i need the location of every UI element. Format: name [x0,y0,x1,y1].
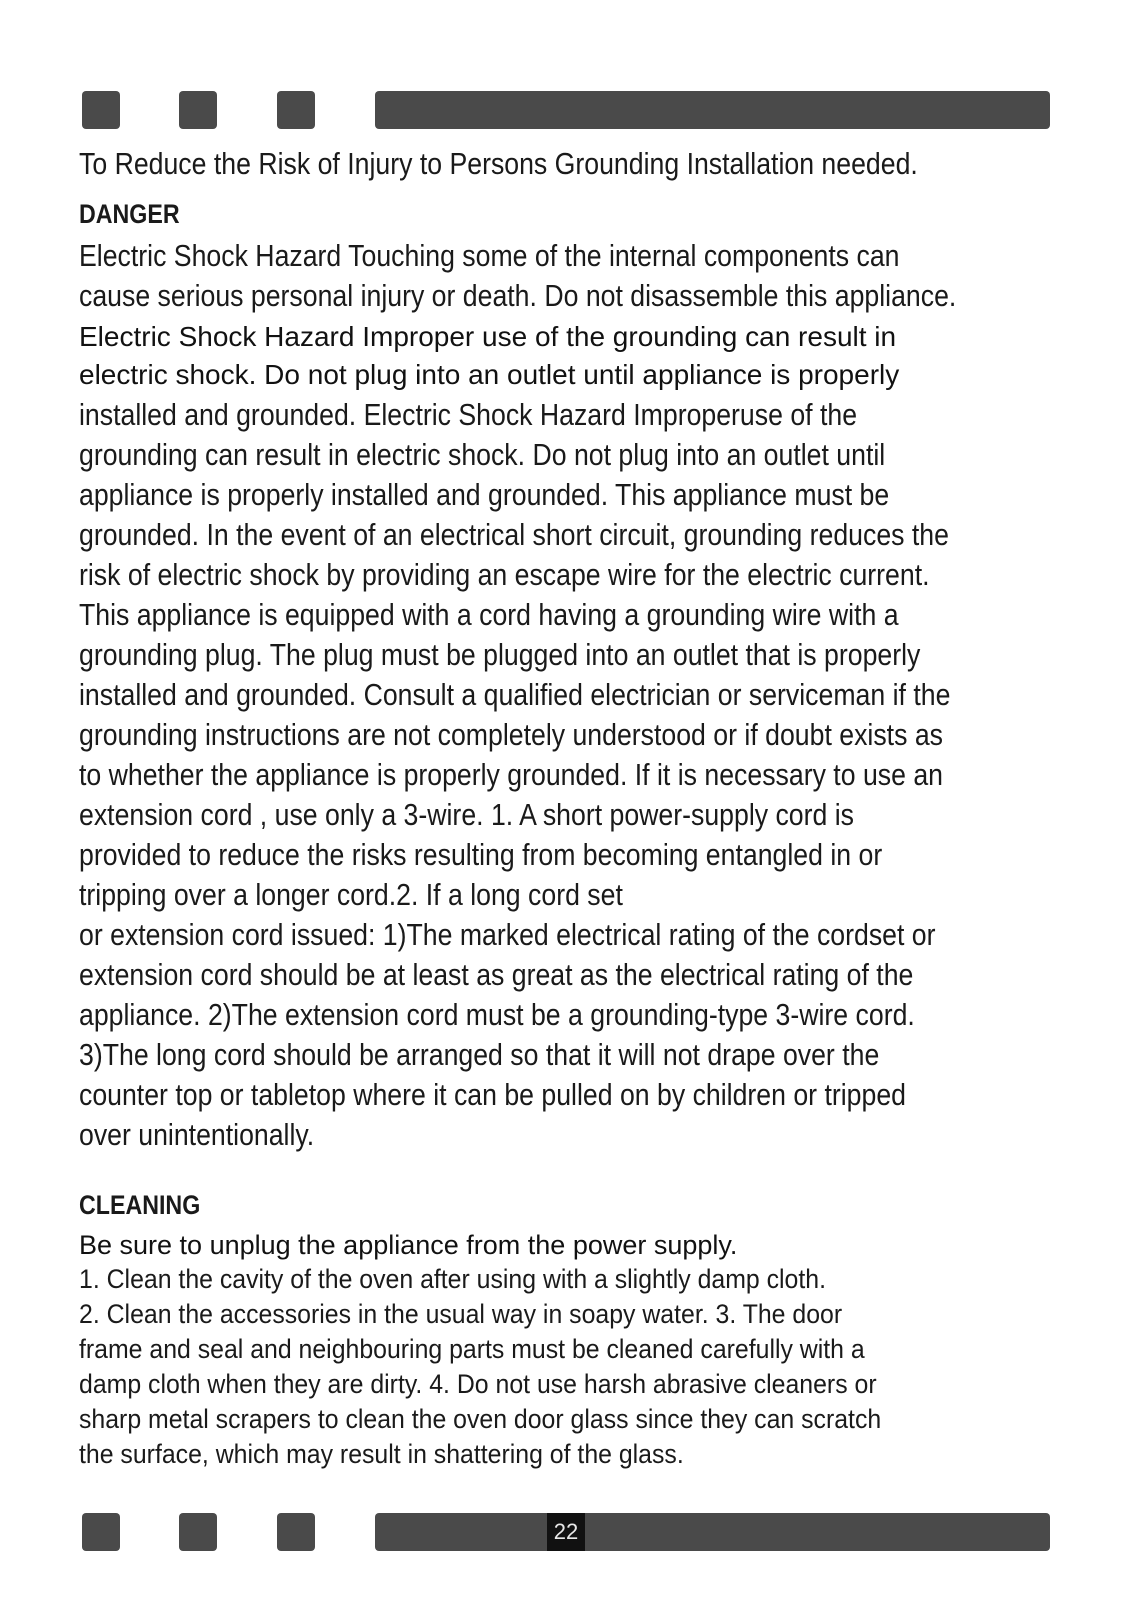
header-square-1 [82,91,120,129]
text-line: This appliance is equipped with a cord having a grounding wire with a [79,597,899,632]
danger-heading: DANGER [79,199,180,229]
text-line: provided to reduce the risks resulting from becoming entangled in or [79,837,883,872]
text-line: grounding instructions are not completely understood or if doubt exists as [79,717,943,752]
text-line: to whether the appliance is properly grounded. If it is necessary to use an [79,757,943,792]
text-line: counter top or tabletop where it can be pulled on by children or tripped [79,1077,906,1112]
text-line: grounded. In the event of an electrical short circuit, grounding reduces the [79,517,949,552]
text-line: appliance is properly installed and grounded. This appliance must be [79,477,890,512]
text-line: 1. Clean the cavity of the oven after using with a slightly damp cloth. [79,1264,826,1294]
text-line: or extension cord issued: 1)The marked electrical rating of the cordset or [79,917,936,952]
text-line: extension cord should be at least as great as the electrical rating of the [79,957,914,992]
text-line: grounding plug. The plug must be plugged into an outlet that is properly [79,637,921,672]
text-line: over unintentionally. [79,1117,315,1152]
danger-paragraph-b [79,318,899,394]
danger-paragraph-c [79,395,950,1155]
page-number: 22 [547,1513,585,1551]
text-line: extension cord , use only a 3-wire. 1. A short power-supply cord is [79,797,855,832]
text-line: frame and seal and neighbouring parts must be cleaned carefully with a [79,1334,865,1364]
cleaning-paragraph [79,1262,881,1472]
text-line: risk of electric shock by providing an escape wire for the electric current. [79,557,930,592]
text-line: Electric Shock Hazard Touching some of the internal components can [79,238,900,273]
cleaning-subheading: Be sure to unplug the appliance from the power supply. [79,1230,738,1260]
header-bar [375,91,1050,129]
text-line: damp cloth when they are dirty. 4. Do not use harsh abrasive cleaners or [79,1369,877,1399]
text-line: installed and grounded. Consult a qualified electrician or serviceman if the [79,677,951,712]
footer-square-3 [277,1513,315,1551]
header-square-2 [179,91,217,129]
header-square-3 [277,91,315,129]
text-line: sharp metal scrapers to clean the oven door glass since they can scratch [79,1404,882,1434]
cleaning-heading: CLEANING [79,1190,201,1220]
text-line: cause serious personal injury or death. Do not disassemble this appliance. [79,278,957,313]
footer-bar [375,1513,1050,1551]
text-line: 3)The long cord should be arranged so that it will not drape over the [79,1037,880,1072]
text-line: electric shock. Do not plug into an outlet until appliance is properly [79,359,900,390]
danger-paragraph-a [79,236,956,316]
footer-square-2 [179,1513,217,1551]
header-decoration [82,91,1050,129]
text-line: 2. Clean the accessories in the usual way in soapy water. 3. The door [79,1299,843,1329]
text-line: grounding can result in electric shock. Do not plug into an outlet until [79,437,886,472]
text-line: the surface, which may result in shattering of the glass. [79,1439,684,1469]
intro-text: To Reduce the Risk of Injury to Persons Grounding Installation needed. [79,146,918,181]
text-line: appliance. 2)The extension cord must be a grounding-type 3-wire cord. [79,997,915,1032]
text-line: Electric Shock Hazard Improper use of the grounding can result in [79,321,897,352]
text-line: tripping over a longer cord.2. If a long cord set [79,877,623,912]
text-line: installed and grounded. Electric Shock Hazard Improperuse of the [79,397,858,432]
footer-square-1 [82,1513,120,1551]
